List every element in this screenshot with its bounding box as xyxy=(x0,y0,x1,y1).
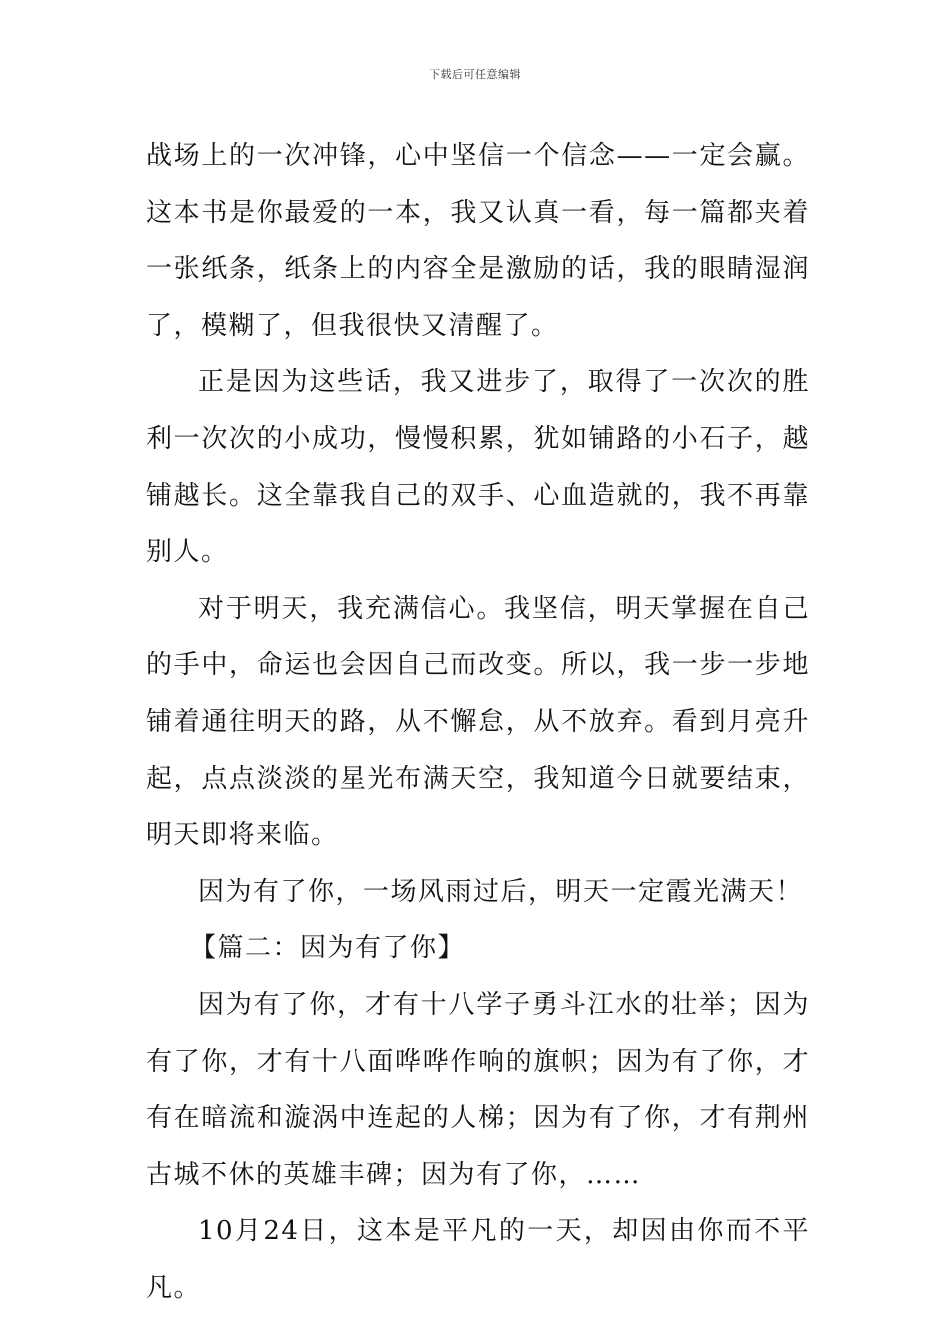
paragraph-continuation: 战场上的一次冲锋，心中坚信一个信念——一定会赢。这本书是你最爱的一本，我又认真一看，每一篇都夹着一张纸条，纸条上的内容全是激励的话，我的眼睛湿润了，模糊了，但我很快又清醒了。 xyxy=(146,141,810,341)
paragraph-because-of-you: 因为有了你，才有十八学子勇斗江水的壮举；因为有了你，才有十八面哗哗作响的旗帜；因为有了你，才有在暗流和漩涡中连起的人梯；因为有了你，才有荆州古城不休的英雄丰碑；因为有了你，…… xyxy=(146,989,810,1190)
paragraph-progress: 正是因为这些话，我又进步了，取得了一次次的胜利一次次的小成功，慢慢积累，犹如铺路的小石子，越铺越长。这全靠我自己的双手、心血造就的，我不再靠别人。 xyxy=(146,367,810,568)
section-heading: 【篇二：因为有了你】 xyxy=(190,933,466,964)
paragraph-tomorrow: 对于明天，我充满信心。我坚信，明天掌握在自己的手中，命运也会因自己而改变。所以，我一步一步地铺着通往明天的路，从不懈怠，从不放弃。看到月亮升起，点点淡淡的星光布满天空，我知道今日就要结束，明天即将来临。 xyxy=(146,593,810,851)
page-header: 下载后可任意编辑 xyxy=(429,68,521,81)
document-body xyxy=(146,128,810,1316)
paragraph-date: 10月24日，这本是平凡的一天，却因由你而不平凡。 xyxy=(146,1216,810,1303)
paragraph-conclusion: 因为有了你，一场风雨过后，明天一定霞光满天！ xyxy=(198,876,804,907)
